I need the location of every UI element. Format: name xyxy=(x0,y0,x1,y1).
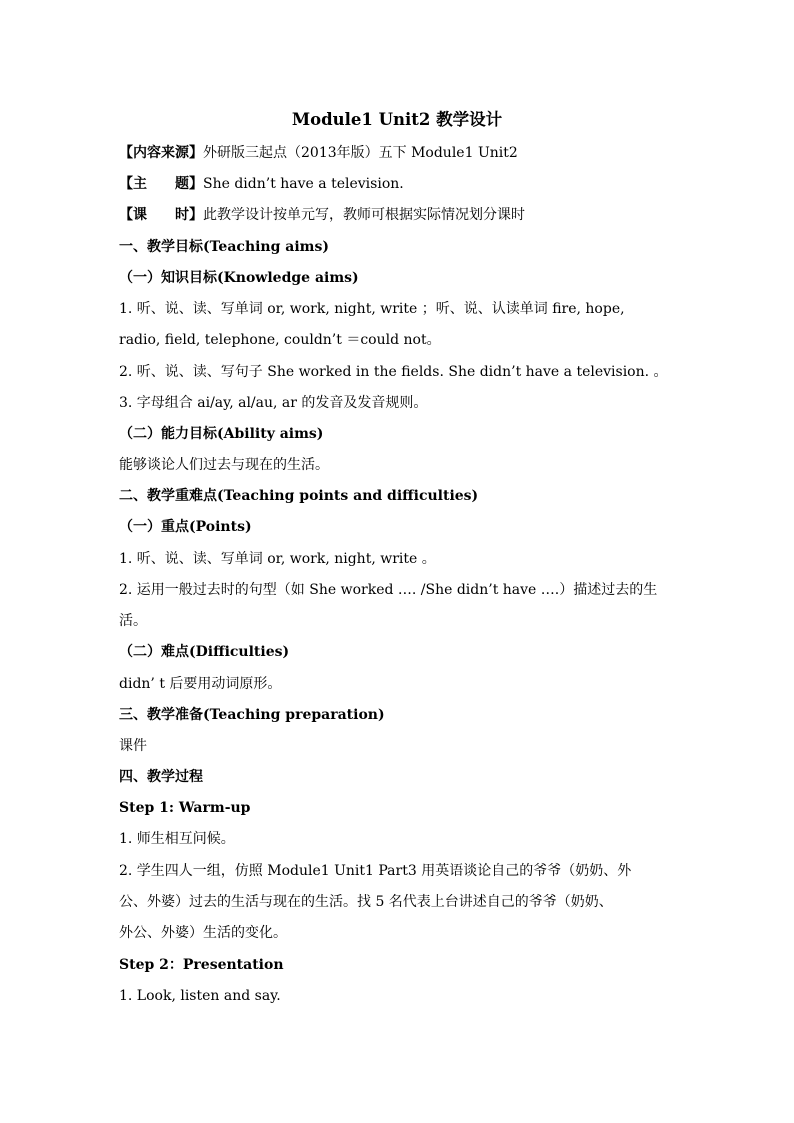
source-label: 【内容来源】 xyxy=(119,145,203,161)
section-heading-process: 四、教学过程 xyxy=(119,769,203,785)
subsection-heading-knowledge: （一）知识目标(Knowledge aims) xyxy=(119,270,359,286)
paragraph-line: 2. 学生四人一组，仿照 Module1 Unit1 Part3 用英语谈论自己的爷爷（奶奶、外 xyxy=(119,863,632,879)
step-heading-presentation: Step 2：Presentation xyxy=(119,957,284,973)
paragraph-line: 1. 听、说、读、写单词 or, work, night, write ；听、说、认读单词 fire, hope, xyxy=(119,301,625,317)
period-label: 【课 时】 xyxy=(119,207,203,223)
subsection-heading-difficulties: （二）难点(Difficulties) xyxy=(119,644,290,660)
paragraph-line: 公、外婆）过去的生活与现在的生活。找 5 名代表上台讲述自己的爷爷（奶奶、 xyxy=(119,894,613,910)
source-text: 外研版三起点（2013年版）五下 Module1 Unit2 xyxy=(203,145,518,161)
section-heading-key-points: 二、教学重难点(Teaching points and difficulties) xyxy=(119,488,479,504)
page-title: Module1 Unit2 教学设计 xyxy=(291,110,503,129)
paragraph-line: 1. Look, listen and say. xyxy=(119,988,281,1004)
paragraph-line: 1. 听、说、读、写单词 or, work, night, write 。 xyxy=(119,551,436,567)
paragraph-line: 能够谈论人们过去与现在的生活。 xyxy=(119,457,329,473)
subsection-heading-ability: （二）能力目标(Ability aims) xyxy=(119,426,324,442)
subsection-heading-points: （一）重点(Points) xyxy=(119,519,252,535)
line-period xyxy=(119,205,679,225)
topic-label: 【主 题】 xyxy=(119,176,203,192)
step-heading-warmup: Step 1: Warm-up xyxy=(119,800,251,816)
line-topic xyxy=(119,174,679,194)
line-source xyxy=(119,143,679,163)
paragraph-line: didn’ t 后要用动词原形。 xyxy=(119,676,282,692)
paragraph-line: 1. 师生相互问候。 xyxy=(119,831,235,847)
section-heading-preparation: 三、教学准备(Teaching preparation) xyxy=(119,707,385,723)
paragraph-line: 课件 xyxy=(119,738,147,754)
paragraph-line: 2. 运用一般过去时的句型（如 She worked …. /She didn’t have ….）描述过去的生 xyxy=(119,582,658,598)
period-text: 此教学设计按单元写，教师可根据实际情况划分课时 xyxy=(203,207,525,223)
paragraph-line: 外公、外婆）生活的变化。 xyxy=(119,925,287,941)
paragraph-line: radio, field, telephone, couldn’t ＝could not。 xyxy=(119,332,441,348)
section-heading-aims: 一、教学目标(Teaching aims) xyxy=(119,239,329,255)
topic-text: She didn’t have a television. xyxy=(203,176,404,192)
paragraph-line: 3. 字母组合 ai/ay, al/au, ar 的发音及发音规则。 xyxy=(119,395,428,411)
paragraph-line: 2. 听、说、读、写句子 She worked in the fields. She didn’t have a television. 。 xyxy=(119,364,668,380)
paragraph-line: 活。 xyxy=(119,613,147,629)
